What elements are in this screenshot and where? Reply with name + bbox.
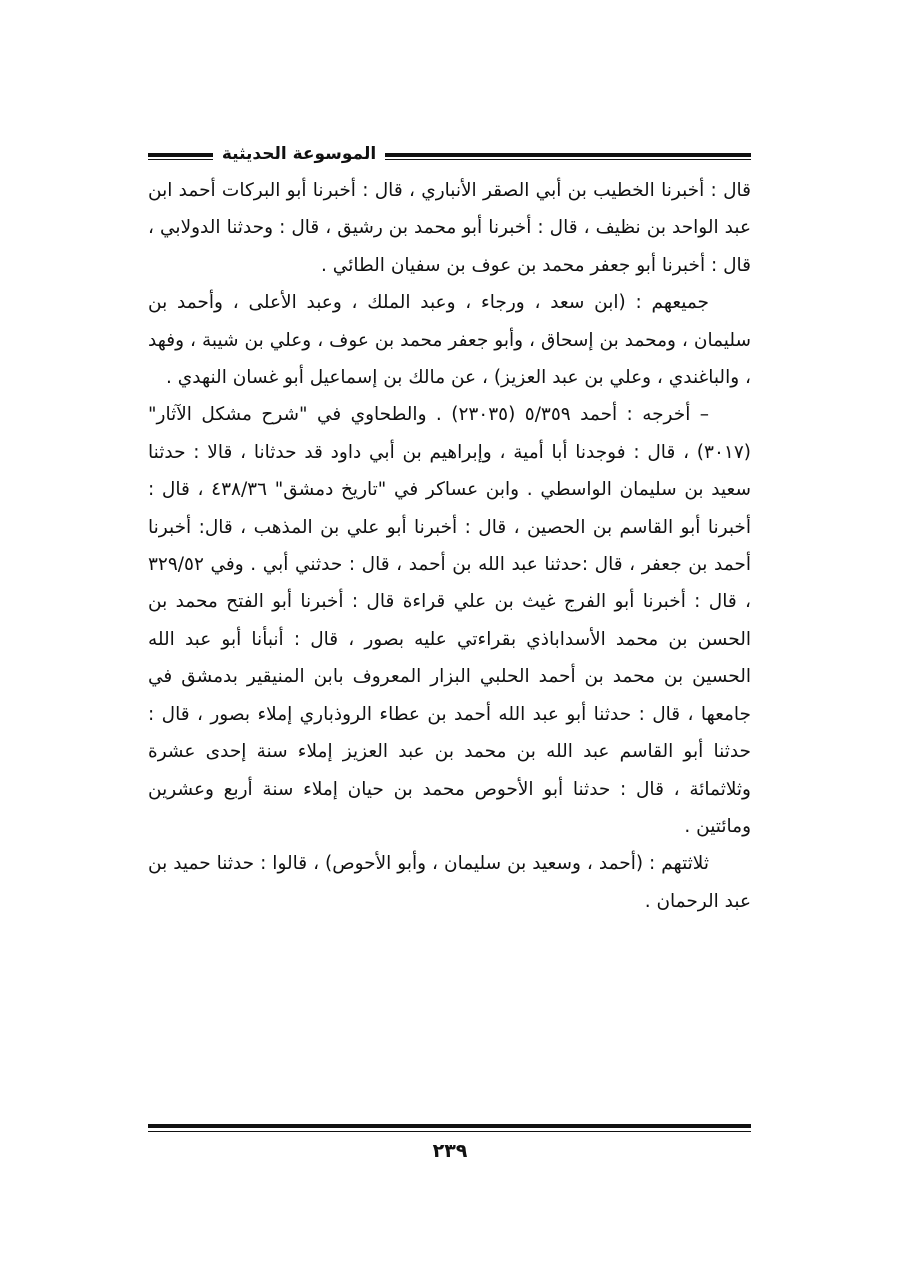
header-rule-left <box>148 153 213 160</box>
running-title: الموسوعة الحديثية <box>221 144 377 164</box>
body-text <box>148 172 751 920</box>
paragraph-narrators: جميعهم : (ابن سعد ، ورجاء ، وعبد الملك ، وعبد الأعلى ، وأحمد بن سليمان ، ومحمد بن إسحاق ، وأبو جعفر محمد بن عوف ، وعلي بن شيبة ، وفهد ، والباغندي ، وعلي بن عبد العزيز) ، عن مالك بن إسماعيل أبو غسان النهدي . <box>148 292 751 389</box>
paragraph-conclusion: ثلاثتهم : (أحمد ، وسعيد بن سليمان ، وأبو الأحوص) ، قالوا : حدثنا حميد بن عبد الرحمان . <box>148 853 751 912</box>
paragraph-chain-continuation: قال : أخبرنا الخطيب بن أبي الصقر الأنباري ، قال : أخبرنا أبو البركات أحمد ابن عبد الواحد بن نظيف ، قال : أخبرنا أبو محمد بن رشيق ، قال : وحدثنا الدولابي ، قال : أخبرنا أبو جعفر محمد بن عوف بن سفيان الطائي . <box>148 180 751 276</box>
page-header <box>148 140 751 170</box>
header-rule-right <box>385 153 751 160</box>
page-number: ٢٣٩ <box>432 1140 468 1162</box>
paragraph-takhrij: – أخرجه : أحمد ٥/٣٥٩ (٢٣٠٣٥) . والطحاوي في "شرح مشكل الآثار" (٣٠١٧) ، قال : فوجدنا أبا أمية ، وإبراهيم بن أبي داود قد حدثانا ، قالا : حدثنا سعيد بن سليمان الواسطي . وابن عساكر في "تاريخ دمشق" ٤٣٨/٣٦ ، قال : أخبرنا أبو القاسم بن الحصين ، قال : أخبرنا أبو علي بن المذهب ، قال: أخبرنا أحمد بن جعفر ، قال :حدثنا عبد الله بن أحمد ، قال : حدثني أبي . وفي ٣٢٩/٥٢ ، قال : أخبرنا أبو الفرج غيث بن علي قراءة قال : أخبرنا أبو الفتح محمد بن الحسن بن محمد الأسداباذي بقراءتي عليه بصور ، قال : أنبأنا أبو عبد الله الحسين بن محمد بن أحمد الحلبي البزار المعروف بابن المنيقير بدمشق في جامعها ، قال : حدثنا أبو عبد الله أحمد بن عطاء الروذباري إملاء بصور ، قال : حدثنا أبو القاسم عبد الله بن محمد بن عبد العزيز إملاء سنة إحدى عشرة وثلاثمائة ، قال : حدثنا أبو الأحوص محمد بن حيان إملاء سنة أربع وعشرين ومائتين . <box>148 404 751 837</box>
footer-rule <box>148 1124 751 1132</box>
